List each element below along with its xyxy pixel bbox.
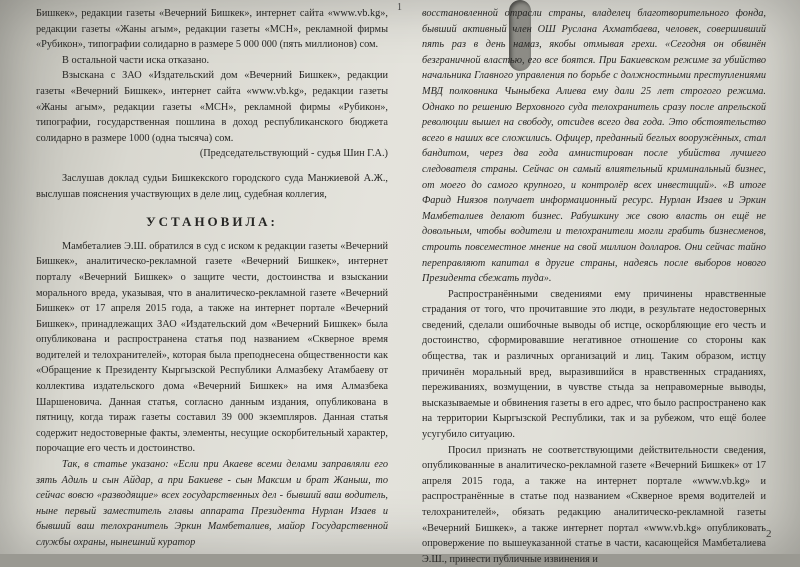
paragraph: Просил признать не соответствующими действительности сведения, опубликованные в аналитическо-рекламной газете «Вечерний Бишкек» от 17 апреля 2015 года, а также на интернет портале «www.vb.kg» и распространённые в статье под названием «Скверное время водителей и телохранителей», обязать редакцию аналитическо-рекламной газеты «Вечерний Бишкек», а также интернет портал «www.vb.kg» опубликовать опровержение по вышеуказанной статье в части, касающейся Мамбеталиева Э.Ш., принести публичные извинения и [422,444,766,565]
paragraph: Мамбеталиев Э.Ш. обратился в суд с иском к редакции газеты «Вечерний Бишкек», аналитическо-рекламной газете «Вечерний Бишкек», интернет порталу «Вечерний Бишкек» о защите чести, достоинства и взыскании морального вреда, указывая, что в аналитическо-рекламной газете «Вечерний Бишкек» от 17 апреля 2015 года, а также на интернет портале «Вечерний Бишкек», принадлежащих ЗАО «Издательский дом «Вечерний Бишкек» была опубликована и распространена статья под названием «Скверное время водителей и телохранителей», которая была преподнесена общественности как «Обращение к Президенту Кыргызской Республики Алмазбеку Атамбаеву от коллектива издательского дома «Вечерний Бишкек» на имя Алмазбека Шаршеновича. Данная статья, согласно данным издания, опубликована в пятницу, когда тираж газеты составил 39 000 экземпляров. Данная статья содержит недостоверные факты, элементы, несущие оскорбительный характер, порочащие его честь и достоинство. [36,240,388,455]
section-heading: УСТАНОВИЛА: [146,214,278,230]
paragraph: Взыскана с ЗАО «Издательский дом «Вечерний Бишкек», редакции газеты «Вечерний Бишкек», интернет сайта «www.vb.kg», редакции газеты «Жаны агым», редакции газеты «МСН», рекламной фирмы «Рубикон», типографии, государственная пошлина в доход республиканского бюджета солидарно в размере 1000 (одна тысяча) сом. [36,70,388,144]
paragraph: Распространёнными сведениями ему причинены нравственные страдания от того, что прочитавшие это люди, в результате недостоверных сведений, сделали ошибочные выводы об истце, оскорбляющие его честь и достоинство, сформировавшие негативное отношение со стороны как общества, так и различных организаций и лиц. Таким образом, истцу причинён моральный вред, выразившийся в нравственных страданиях, переживаниях, возмущении, в чувстве стыда за неправомерные выводы, высказываемые и обвинения газеты в его адрес, что было распространено как на территории Кыргызской Республики, так и за рубежом, что ещё более усугубило ситуацию. [422,288,766,441]
paragraph: Бишкек», редакции газеты «Вечерний Бишкек», интернет сайта «www.vb.kg», редакции газеты «Жаны агым», редакции газеты «МСН», рекламной фирмы «Рубикон», типографии солидарно в размере 5 000 000 (пять миллионов) сом. [36,8,388,51]
left-column [36,6,388,551]
quote-paragraph: Так, в статье указано: «Если при Акаеве всеми делами заправляли его зять Адиль и сын Айдар, а при Бакиеве - сын Максим и брат Жаныш, то сейчас вовсю «разводящие» всех государственных дел - бывший ваш водитель, ныне первый заместитель главы аппарата Президента Нурлан Изаев и бывший ваш телохранитель Эркин Мамбеталиев, майор Государственной службы охраны, нынешний куратор [36,459,388,548]
paragraph: В остальной части иска отказано. [62,54,210,66]
quote-paragraph: восстановленной отрасли страны, владелец благотворительного фонда, бывший активный член ОШ Руслана Ахматбаева, человек, совершивший пять раз в день намаз, якобы отмывая грехи. «Сегодня он обвинён безграничной властью, его все боятся. При Бакиевском режиме за убийство начальника Главного управления по борьбе с должностными преступлениями МВД полковника Чыныбека Алиева ему дали 25 лет строгого режима. Однако по решению Верховного суда телохранитель сразу после апрельской революции вышел на свободу, отсидев всего два года. Это обстоятельство всего в наших все сложились. Офицер, преданный беглых вооружённых, стал бандитом, через два года амнистирован после убийства лучшего следователя страны. Сейчас он самый влиятельный криминальный бизнес, от моего до самого крупного, и контролёр всех инвестиций». «В итоге Фарид Ниязов получает информационный ресурс. Нурлан Изаев и Эркин Мамбеталиев делают бизнес. Рабушкину же свою власть он ещё не довольным, чтобы водители и телохранители могли грабить бизнесменов, строить повсеместное мнение на свой миллион долларов. Они сейчас тайно переправляют капитал в другие страны, надеясь после выборов нового Президента сбежать туда». [422,8,766,285]
page-number: 2 [766,528,772,540]
paragraph: Заслушав доклад судьи Бишкекского городского суда Манжиевой А.Ж., выслушав пояснения участвующих в деле лиц, судебная коллегия, [36,172,388,200]
right-column [422,6,766,567]
top-mark: 1 [397,2,402,13]
judge-note: (Председательствующий - судья Шин Г.А.) [199,148,388,160]
